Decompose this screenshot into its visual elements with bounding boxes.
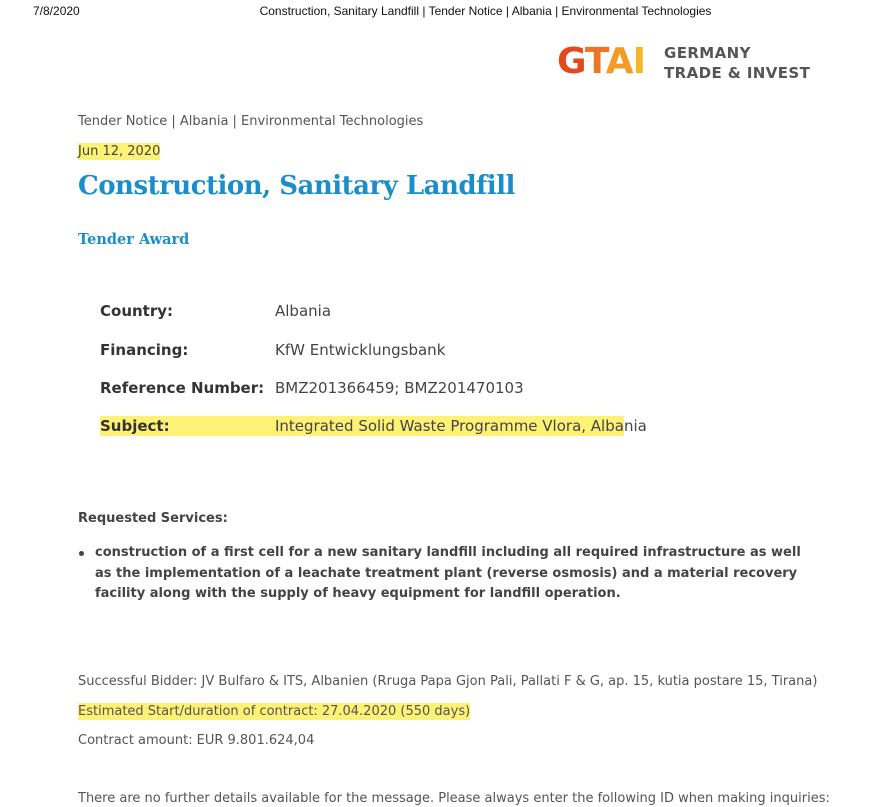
requested-services-list	[78, 543, 808, 605]
logo-letter: G	[557, 41, 585, 82]
print-date: 7/8/2020	[33, 4, 80, 18]
detail-value: Integrated Solid Waste Programme Vlora, Albania	[275, 417, 647, 435]
contract-amount	[78, 732, 314, 749]
estimated-start	[78, 703, 470, 720]
logo-letter: A	[605, 41, 633, 82]
detail-value: KfW Entwicklungsbank	[275, 341, 446, 359]
detail-label: Financing:	[100, 341, 189, 359]
estimated-start-value: 27.04.2020 (550 days)	[321, 704, 471, 719]
detail-label: Country:	[100, 302, 174, 320]
logo-wordmark	[664, 43, 810, 83]
detail-row-subject	[100, 416, 647, 436]
logo-line-2: TRADE & INVEST	[664, 64, 811, 82]
contract-amount-label: Contract amount:	[78, 733, 193, 748]
successful-bidder: Successful Bidder: JV Bulfaro & ITS, Albanien (Rruga Papa Gjon Pali, Pallati F & G, ap. 15, kutia postare 15, Tirana)	[78, 674, 818, 689]
logo-line-1: GERMANY	[664, 44, 751, 62]
estimated-start-label: Estimated Start/duration of contract:	[78, 704, 318, 719]
print-title: Construction, Sanitary Landfill | Tender Notice | Albania | Environmental Technologies	[259, 4, 712, 18]
logo-letter: I	[632, 41, 645, 82]
contract-amount-value: EUR 9.801.624,04	[196, 733, 315, 748]
detail-label: Reference Number:	[100, 379, 265, 397]
logo-letter: T	[584, 41, 606, 82]
publication-date: Jun 12, 2020	[78, 144, 161, 159]
print-header	[0, 4, 880, 20]
page-title: Construction, Sanitary Landfill	[78, 171, 515, 201]
detail-label: Subject:	[100, 417, 170, 435]
breadcrumb: Tender Notice | Albania | Environmental Technologies	[78, 114, 424, 129]
logo-mark	[557, 42, 645, 82]
requested-services-label: Requested Services:	[78, 511, 228, 526]
list-item	[78, 543, 808, 605]
bullet-icon	[79, 551, 84, 556]
detail-value: Albania	[275, 302, 332, 320]
list-item-text: construction of a first cell for a new sanitary landfill including all required infrastructure as well as the implementation of a leachate treatment plant (reverse osmosis) and a material recovery facility along with the supply of heavy equipment for landfill operation.	[95, 545, 801, 601]
detail-value: BMZ201366459; BMZ201470103	[275, 379, 524, 397]
page-subtitle: Tender Award	[78, 231, 190, 248]
footer-note: There are no further details available for the message. Please always enter the following ID when making inquiries:	[78, 791, 830, 806]
